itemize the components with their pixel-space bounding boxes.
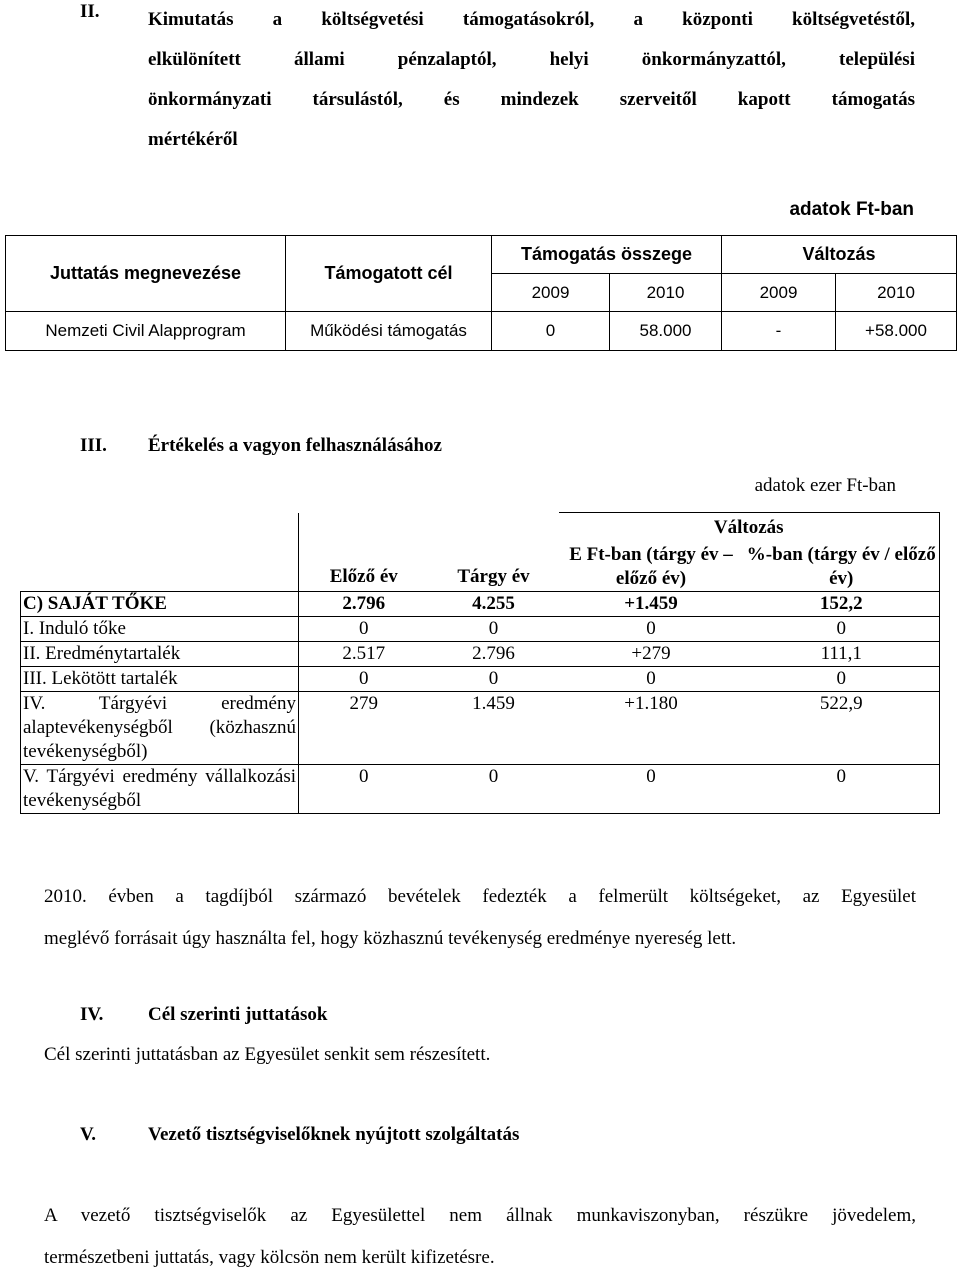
table-cell: +58.000: [836, 312, 957, 351]
header-juttatas: Juttatás megnevezése: [6, 236, 286, 312]
header-empty: [21, 513, 299, 592]
table-header-row: [21, 513, 940, 543]
header-pct: %-ban (tárgy év / előző év): [744, 543, 940, 592]
row-label: IV. Tárgyévi eredmény alaptevékenységből (közhasznú tevékenységből): [21, 691, 299, 764]
header-tamogatott-cel: Támogatott cél: [286, 236, 492, 312]
table-row: [21, 591, 940, 616]
row-diff: +1.180: [559, 691, 744, 764]
paragraph-line: meglévő forrásait úgy használta fel, hogy közhasznú tevékenység eredménye nyereség lett.: [44, 928, 737, 949]
row-diff: +1.459: [559, 591, 744, 616]
header-valtozas: Változás: [722, 236, 957, 274]
paragraph-line: 2010. évben a tagdíjból származó bevételek fedezték a felmerült költségeket, az Egyesület: [44, 886, 916, 907]
row-diff: 0: [559, 616, 744, 641]
table-cell: Nemzeti Civil Alapprogram: [6, 312, 286, 351]
table-cell: 58.000: [610, 312, 722, 351]
section-2-title-line: önkormányzati társulástól, és mindezek szerveitől kapott támogatás: [148, 89, 915, 110]
paragraph-line: A vezető tisztségviselők az Egyesülettel nem állnak munkaviszonyban, részükre jövedelem,: [44, 1205, 916, 1226]
table-row: [21, 691, 940, 764]
row-label: C) SAJÁT TŐKE: [21, 591, 299, 616]
year-cell: 2010: [836, 274, 957, 312]
row-curr: 2.796: [429, 641, 559, 666]
header-prev: Előző év: [329, 565, 398, 587]
row-curr: 4.255: [429, 591, 559, 616]
header-tamogatas-osszege: Támogatás összege: [492, 236, 722, 274]
table-row: [6, 312, 957, 351]
section-5-title: Vezető tisztségviselőknek nyújtott szolgáltatás: [148, 1124, 520, 1145]
support-table-unit: adatok Ft-ban: [789, 199, 914, 220]
row-label: I. Induló tőke: [21, 616, 299, 641]
row-diff: 0: [559, 666, 744, 691]
section-3-number: III.: [80, 435, 107, 456]
row-curr: 0: [429, 764, 559, 813]
section-2-title-line: mértékéről: [148, 129, 238, 150]
section-2-title-line: Kimutatás a költségvetési támogatásokról, a központi költségvetéstől,: [148, 9, 915, 30]
paragraph-line: természetbeni juttatás, vagy kölcsön nem került kifizetésre.: [44, 1247, 495, 1268]
equity-table: [20, 512, 940, 814]
row-prev: 0: [299, 616, 429, 641]
row-label: III. Lekötött tartalék: [21, 666, 299, 691]
row-pct: 522,9: [744, 691, 940, 764]
header-diff: E Ft-ban (tárgy év – előző év): [569, 543, 733, 589]
table-row: [21, 764, 940, 813]
row-prev: 0: [299, 666, 429, 691]
row-pct: 0: [744, 666, 940, 691]
section-5-number: V.: [80, 1124, 97, 1145]
section-4-paragraph: Cél szerinti juttatásban az Egyesület senkit sem részesített.: [44, 1044, 491, 1065]
row-pct: 0: [744, 616, 940, 641]
table-row: [21, 666, 940, 691]
section-5-paragraph: [44, 1195, 916, 1270]
support-table: [5, 235, 957, 351]
section-2-number: II.: [80, 1, 100, 22]
row-label: II. Eredménytartalék: [21, 641, 299, 666]
table-cell: 0: [492, 312, 610, 351]
equity-table-unit: adatok ezer Ft-ban: [754, 475, 896, 496]
row-curr: 0: [429, 666, 559, 691]
section-3-title: Értékelés a vagyon felhasználásához: [148, 435, 442, 456]
equity-paragraph: [44, 876, 916, 960]
row-prev: 279: [299, 691, 429, 764]
section-4-number: IV.: [80, 1004, 104, 1025]
section-2-title: [148, 0, 915, 160]
table-cell: Működési támogatás: [286, 312, 492, 351]
table-row: [21, 616, 940, 641]
row-diff: 0: [559, 764, 744, 813]
row-pct: 111,1: [744, 641, 940, 666]
row-pct: 0: [744, 764, 940, 813]
section-4-title: Cél szerinti juttatások: [148, 1004, 328, 1025]
year-cell: 2010: [610, 274, 722, 312]
row-pct: 152,2: [744, 591, 940, 616]
row-curr: 0: [429, 616, 559, 641]
header-curr: Tárgy év: [457, 565, 530, 587]
row-diff: +279: [559, 641, 744, 666]
row-label: V. Tárgyévi eredmény vállalkozási tevékenységből: [21, 764, 299, 813]
row-prev: 0: [299, 764, 429, 813]
row-curr: 1.459: [429, 691, 559, 764]
year-cell: 2009: [722, 274, 836, 312]
section-2-title-line: elkülönített állami pénzalaptól, helyi önkormányzattól, települési: [148, 49, 915, 70]
row-prev: 2.517: [299, 641, 429, 666]
row-prev: 2.796: [299, 591, 429, 616]
table-cell: -: [722, 312, 836, 351]
table-row: [21, 641, 940, 666]
table-header-row: [6, 236, 957, 274]
header-change: Változás: [559, 513, 940, 543]
year-cell: 2009: [492, 274, 610, 312]
